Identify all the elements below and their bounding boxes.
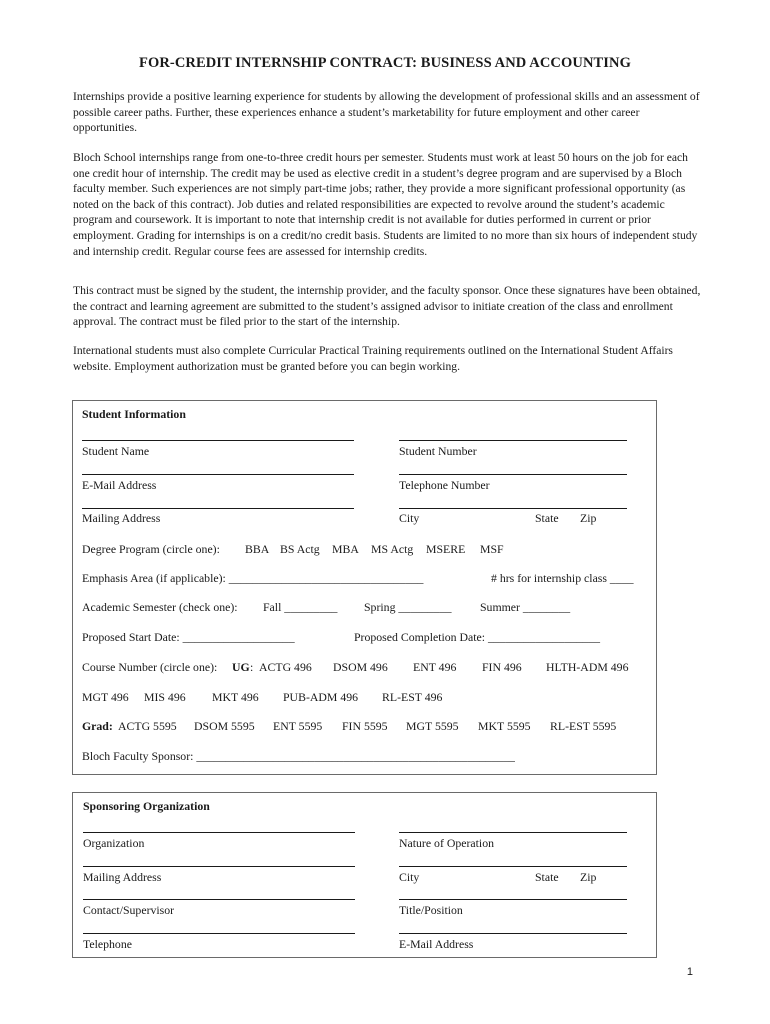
degree-option[interactable]: MS Actg	[371, 542, 414, 556]
course-option[interactable]: ENT 496	[413, 660, 457, 674]
organization-label: Organization	[83, 836, 145, 850]
org-city-line[interactable]	[399, 866, 627, 867]
contact-supervisor-label: Contact/Supervisor	[83, 903, 175, 917]
student-zip-label: Zip	[580, 511, 597, 525]
course-option[interactable]: MKT 496	[212, 690, 259, 704]
international-paragraph: International students must also complete Curricular Practical Training requirements outlined on the International Student Affairs website. Employment authorization must be granted before you can begin working.	[73, 344, 673, 373]
student-mailing-label: Mailing Address	[82, 511, 161, 525]
student-telephone-line[interactable]	[399, 474, 627, 475]
title-position-line[interactable]	[399, 899, 627, 900]
internship-hours-field[interactable]: # hrs for internship class ____	[491, 571, 634, 585]
page-title: FOR-CREDIT INTERNSHIP CONTRACT: BUSINESS AND ACCOUNTING	[138, 55, 631, 71]
semester-summer-option[interactable]: Summer ________	[480, 600, 571, 614]
student-name-label: Student Name	[82, 444, 150, 458]
course-option[interactable]: RL-EST 496	[382, 690, 443, 704]
org-state-label: State	[535, 870, 559, 884]
org-mailing-line[interactable]	[83, 866, 355, 867]
completion-date-field[interactable]: Proposed Completion Date: ___________________	[354, 630, 601, 644]
organization-line[interactable]	[83, 832, 355, 833]
course-option[interactable]: MGT 5595	[406, 719, 459, 733]
org-mailing-label: Mailing Address	[83, 870, 162, 884]
degree-option[interactable]: MSF	[480, 542, 504, 556]
org-telephone-line[interactable]	[83, 933, 355, 934]
course-option[interactable]: MIS 496	[144, 690, 186, 704]
ug-label: UG	[232, 660, 250, 674]
signature-paragraph: This contract must be signed by the student, the internship provider, and the faculty sponsor. Once these signatures have been obtained, the contract and learning agreement are submitted to the student’s assigned advisor to initiate creation of the class and enrollment approval. The contract must be filed prior to the start of the internship.	[73, 284, 701, 329]
course-option[interactable]: FIN 5595	[342, 719, 388, 733]
title-position-label: Title/Position	[399, 903, 463, 917]
sponsoring-organization-heading: Sponsoring Organization	[83, 799, 210, 813]
page-number: 1	[686, 966, 693, 978]
student-email-label: E-Mail Address	[82, 478, 157, 492]
nature-of-operation-line[interactable]	[399, 832, 627, 833]
student-number-line[interactable]	[399, 440, 627, 441]
grad-label: Grad:	[82, 719, 113, 733]
course-number-label: Course Number (circle one):	[82, 660, 218, 674]
degree-option[interactable]: BBA	[245, 542, 270, 556]
semester-fall-option[interactable]: Fall _________	[263, 600, 338, 614]
start-date-field[interactable]: Proposed Start Date: ___________________	[82, 630, 295, 644]
degree-option[interactable]: BS Actg	[280, 542, 320, 556]
course-option[interactable]: DSOM 5595	[194, 719, 255, 733]
internship-rules-paragraph: Bloch School internships range from one-to-three credit hours per semester. Students must work at least 50 hours on the job for each one credit hour of internship. The credit may be used as elective credit in a student’s degree program and are supervised by a Bloch faculty member. Such experiences are not simply part-time jobs; rather, they provide a more significant professional opportunity (as noted on the back of this contract). Job duties and related responsibilities are expected to revolve around the student’s academic program and coursework. It is important to note that internship credit is not available for duties performed in current or prior employment. Grading for internships is on a credit/no credit basis. Students are limited to no more than six hours of independent study and internship credit. Regular course fees are assessed for internship credits.	[73, 151, 698, 258]
org-email-line[interactable]	[399, 933, 627, 934]
student-state-label: State	[535, 511, 559, 525]
degree-program-label: Degree Program (circle one):	[82, 542, 220, 556]
student-email-line[interactable]	[82, 474, 354, 475]
org-zip-label: Zip	[580, 870, 597, 884]
course-option[interactable]: HLTH-ADM 496	[546, 660, 629, 674]
student-name-line[interactable]	[82, 440, 354, 441]
course-option[interactable]: ACTG 496	[259, 660, 312, 674]
course-option[interactable]: MGT 496	[82, 690, 129, 704]
student-mailing-line[interactable]	[82, 508, 354, 509]
course-option[interactable]: ENT 5595	[273, 719, 323, 733]
student-number-label: Student Number	[399, 444, 477, 458]
ug-colon: :	[250, 660, 254, 674]
degree-option[interactable]: MBA	[332, 542, 359, 556]
org-email-label: E-Mail Address	[399, 937, 474, 951]
nature-of-operation-label: Nature of Operation	[399, 836, 494, 850]
faculty-sponsor-field[interactable]: Bloch Faculty Sponsor: ______________________________________________________	[82, 749, 515, 763]
org-telephone-label: Telephone	[83, 937, 132, 951]
emphasis-area-field[interactable]: Emphasis Area (if applicable): _________________________________	[82, 571, 424, 585]
semester-spring-option[interactable]: Spring _________	[364, 600, 452, 614]
student-city-line[interactable]	[399, 508, 627, 509]
intro-paragraph: Internships provide a positive learning experience for students by allowing the development of professional skills and an assessment of possible career paths. Further, these experiences enhance a student’s marketability for future employment and other career opportunities.	[73, 90, 700, 135]
course-option[interactable]: RL-EST 5595	[550, 719, 617, 733]
org-city-label: City	[399, 870, 420, 884]
student-telephone-label: Telephone Number	[399, 478, 490, 492]
course-option[interactable]: ACTG 5595	[118, 719, 177, 733]
course-option[interactable]: MKT 5595	[478, 719, 531, 733]
semester-label: Academic Semester (check one):	[82, 600, 238, 614]
student-information-heading: Student Information	[82, 407, 186, 421]
contact-supervisor-line[interactable]	[83, 899, 355, 900]
degree-option[interactable]: MSERE	[426, 542, 466, 556]
course-option[interactable]: PUB-ADM 496	[283, 690, 359, 704]
student-city-label: City	[399, 511, 420, 525]
course-option[interactable]: FIN 496	[482, 660, 522, 674]
course-option[interactable]: DSOM 496	[333, 660, 388, 674]
